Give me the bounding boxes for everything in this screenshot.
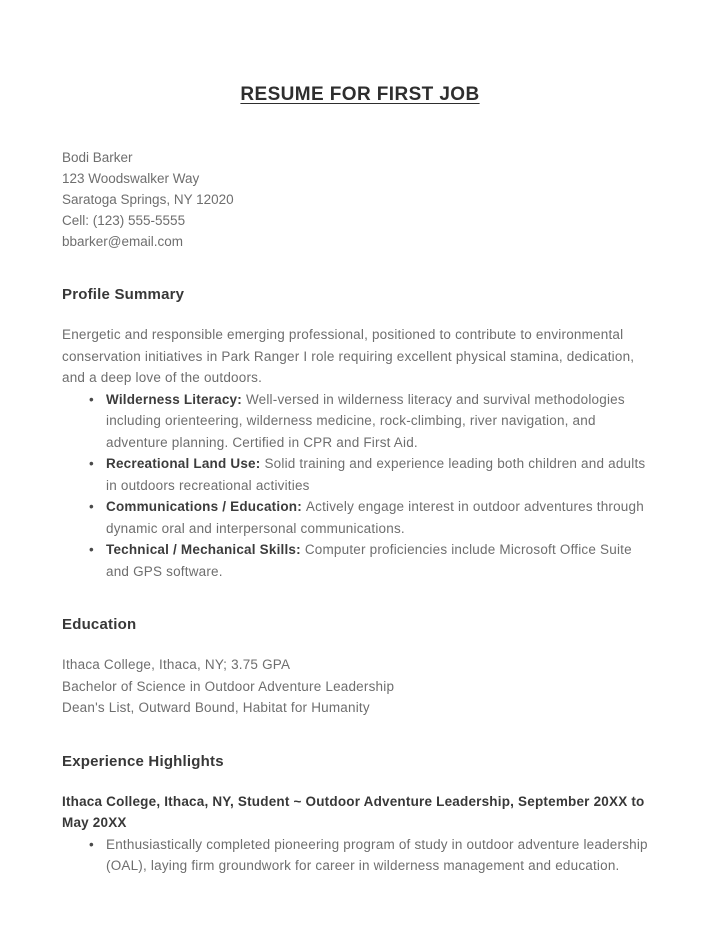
contact-phone: Cell: (123) 555-5555 bbox=[62, 213, 186, 228]
education-line-degree: Bachelor of Science in Outdoor Adventure Leadership bbox=[62, 678, 395, 694]
experience-bullet-list bbox=[62, 834, 658, 877]
list-item bbox=[62, 539, 658, 582]
page-title: RESUME FOR FIRST JOB bbox=[240, 84, 480, 105]
list-item bbox=[62, 834, 658, 877]
education-line-school: Ithaca College, Ithaca, NY; 3.75 GPA bbox=[62, 657, 291, 672]
bullet-label: Communications / Education: bbox=[106, 499, 302, 514]
education-details bbox=[62, 654, 658, 719]
bullet-text: Well-versed in wilderness literacy and survival methodologies including orienteering, wilderness medicine, rock-climbing, river navigation, and adventure planning. Certified in CPR and First Aid. bbox=[106, 391, 625, 450]
profile-summary-heading: Profile Summary bbox=[62, 286, 185, 303]
section-profile-summary bbox=[62, 286, 658, 582]
profile-summary-bullet-list bbox=[62, 389, 658, 583]
section-experience-highlights bbox=[62, 753, 658, 877]
experience-job-title: Ithaca College, Ithaca, NY, Student ~ Outdoor Adventure Leadership, September 20XX to May 20XX bbox=[62, 793, 645, 830]
education-line-honors: Dean's List, Outward Bound, Habitat for Humanity bbox=[62, 700, 370, 715]
bullet-text: Computer proficiencies include Microsoft Office Suite and GPS software. bbox=[106, 542, 632, 579]
bullet-text: Enthusiastically completed pioneering program of study in outdoor adventure leadership (OAL), laying firm groundwork for career in wilderness management and education. bbox=[106, 836, 648, 873]
section-education bbox=[62, 616, 658, 719]
contact-street: 123 Woodswalker Way bbox=[62, 171, 200, 186]
contact-city-state-zip: Saratoga Springs, NY 12020 bbox=[62, 192, 234, 207]
profile-summary-intro: Energetic and responsible emerging professional, positioned to contribute to environmental conservation initiatives in Park Ranger I role requiring excellent physical stamina, dedication, and a deep love of the outdoors. bbox=[62, 327, 635, 385]
experience-heading: Experience Highlights bbox=[62, 752, 224, 770]
bullet-label: Recreational Land Use: bbox=[106, 456, 261, 471]
contact-name: Bodi Barker bbox=[62, 150, 133, 165]
bullet-text: Actively engage interest in outdoor adventures through dynamic oral and interpersonal communications. bbox=[106, 499, 644, 536]
bullet-label: Wilderness Literacy: bbox=[106, 391, 242, 407]
contact-block bbox=[62, 147, 658, 252]
list-item bbox=[62, 496, 658, 539]
bullet-text: Solid training and experience leading both children and adults in outdoors recreational activities bbox=[106, 456, 646, 493]
contact-email: bbarker@email.com bbox=[62, 234, 183, 249]
education-heading: Education bbox=[62, 616, 137, 633]
bullet-label: Technical / Mechanical Skills: bbox=[106, 542, 301, 557]
list-item bbox=[62, 389, 658, 454]
list-item bbox=[62, 453, 658, 496]
